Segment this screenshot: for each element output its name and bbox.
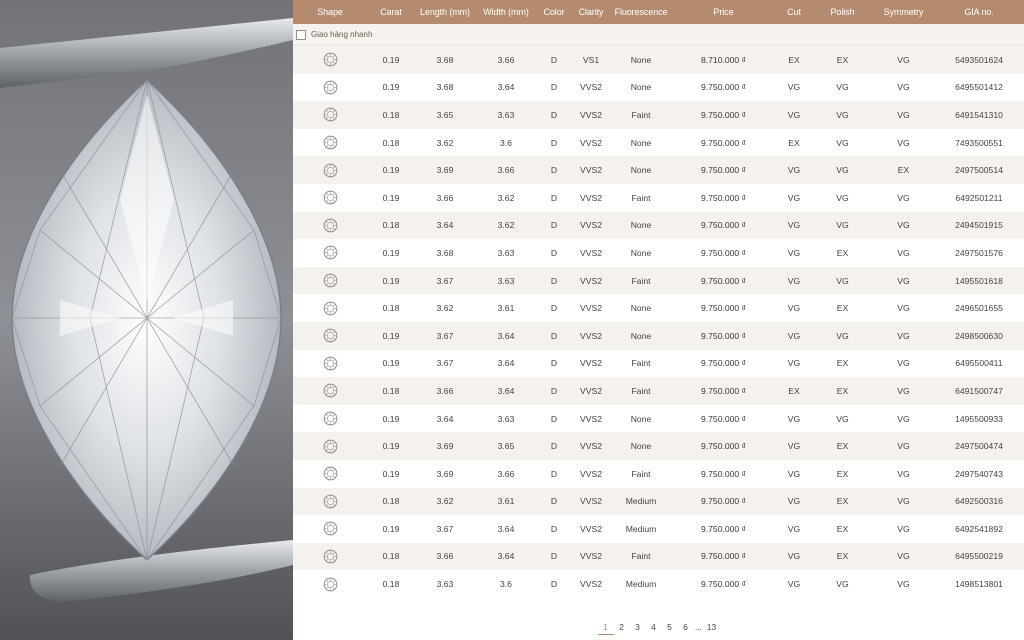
cell-cut: EX [788, 385, 800, 396]
cell-color: D [550, 385, 558, 396]
header-gia[interactable]: GIA no. [964, 7, 994, 17]
cell-gia: 2498500630 [955, 330, 1003, 341]
cell-gia: 2496501655 [955, 303, 1003, 314]
cell-fluorescence: None [630, 441, 652, 452]
cell-color: D [550, 413, 558, 424]
cell-clarity: VVS2 [580, 220, 602, 231]
cell-color: D [550, 192, 558, 203]
cell-gia: 6491541310 [955, 109, 1003, 120]
cell-length: 3.67 [436, 358, 454, 369]
page-3[interactable]: 3 [635, 622, 640, 632]
cell-cut: VG [787, 275, 801, 286]
cell-clarity: VVS2 [580, 413, 602, 424]
cell-length: 3.64 [436, 413, 454, 424]
cell-clarity: VVS2 [580, 247, 602, 258]
table-row[interactable] [293, 350, 1024, 378]
cell-symmetry: VG [897, 496, 910, 507]
cell-polish: VG [836, 579, 849, 590]
cell-clarity: VVS2 [580, 109, 602, 120]
cell-clarity: VVS2 [580, 192, 602, 203]
cell-width: 3.64 [497, 523, 515, 534]
marquise-shape-icon [293, 466, 367, 481]
cell-symmetry: VG [897, 275, 910, 286]
cell-carat: 0.18 [382, 303, 400, 314]
table-row[interactable] [293, 405, 1024, 433]
cell-clarity: VVS2 [580, 303, 602, 314]
cell-clarity: VVS2 [580, 330, 602, 341]
table-row[interactable] [293, 432, 1024, 460]
table-row[interactable] [293, 460, 1024, 488]
cell-fluorescence: Faint [631, 358, 651, 369]
cell-carat: 0.19 [382, 523, 400, 534]
cell-fluorescence: None [630, 220, 652, 231]
cell-fluorescence: Medium [625, 523, 657, 534]
cell-width: 3.63 [497, 413, 515, 424]
cell-cut: VG [787, 579, 801, 590]
marquise-shape-icon [293, 521, 367, 536]
cell-color: D [550, 220, 558, 231]
cell-fluorescence: None [630, 247, 652, 258]
marquise-shape-icon [293, 328, 367, 343]
cell-length: 3.68 [436, 82, 454, 93]
marquise-shape-icon [293, 107, 367, 122]
page-ellipsis: ... [694, 622, 703, 632]
cell-fluorescence: None [630, 54, 652, 65]
cell-color: D [550, 330, 558, 341]
cell-polish: VG [836, 330, 849, 341]
cell-gia: 5493501624 [955, 54, 1003, 65]
cell-width: 3.61 [497, 303, 515, 314]
cell-gia: 6492500316 [955, 496, 1003, 507]
cell-cut: VG [787, 109, 801, 120]
cell-cut: EX [788, 54, 800, 65]
marquise-shape-icon [293, 218, 367, 233]
cell-length: 3.64 [436, 220, 454, 231]
cell-clarity: VVS2 [580, 468, 602, 479]
cell-polish: VG [836, 413, 849, 424]
cell-clarity: VVS2 [580, 165, 602, 176]
cell-cut: VG [787, 413, 801, 424]
cell-cut: VG [787, 551, 801, 562]
cell-gia: 2497540743 [955, 468, 1003, 479]
marquise-shape-icon [293, 383, 367, 398]
page-6[interactable]: 6 [683, 622, 688, 632]
cell-width: 3.66 [497, 165, 515, 176]
cell-fluorescence: None [630, 303, 652, 314]
cell-polish: EX [836, 468, 849, 479]
cell-polish: EX [836, 551, 849, 562]
cell-symmetry: VG [897, 523, 910, 534]
cell-price: 9.750.000 ₫ [700, 496, 747, 507]
cell-width: 3.63 [497, 247, 515, 258]
table-row[interactable] [293, 294, 1024, 322]
header-width[interactable]: Width (mm) [483, 7, 529, 17]
cell-color: D [550, 579, 558, 590]
cell-width: 3.62 [497, 192, 515, 203]
cell-fluorescence: Faint [631, 385, 651, 396]
cell-gia: 1495500933 [955, 413, 1003, 424]
table-header [293, 0, 1024, 24]
cell-carat: 0.18 [382, 385, 400, 396]
cell-carat: 0.19 [382, 54, 400, 65]
cell-gia: 2497501576 [955, 247, 1003, 258]
cell-symmetry: VG [897, 54, 910, 65]
cell-polish: VG [836, 192, 849, 203]
cell-symmetry: VG [897, 468, 910, 479]
cell-width: 3.64 [497, 82, 515, 93]
cell-price: 9.750.000 ₫ [700, 413, 747, 424]
table-row[interactable] [293, 156, 1024, 184]
table-row[interactable] [293, 488, 1024, 516]
cell-fluorescence: Faint [631, 192, 651, 203]
marquise-shape-icon [293, 163, 367, 178]
marquise-shape-icon [293, 273, 367, 288]
cell-polish: VG [836, 220, 849, 231]
cell-length: 3.62 [436, 303, 454, 314]
cell-price: 9.750.000 ₫ [700, 192, 747, 203]
table-row[interactable] [293, 322, 1024, 350]
cell-length: 3.68 [436, 247, 454, 258]
cell-price: 9.750.000 ₫ [700, 220, 747, 231]
cell-polish: VG [836, 165, 849, 176]
cell-price: 9.750.000 ₫ [700, 358, 747, 369]
cell-gia: 6492501211 [955, 192, 1003, 203]
cell-gia: 6492541892 [955, 523, 1003, 534]
cell-color: D [550, 165, 558, 176]
cell-clarity: VVS2 [580, 358, 602, 369]
cell-carat: 0.18 [382, 579, 400, 590]
cell-cut: VG [787, 220, 801, 231]
cell-price: 9.750.000 ₫ [700, 579, 747, 590]
cell-carat: 0.19 [382, 330, 400, 341]
cell-length: 3.62 [436, 137, 454, 148]
cell-color: D [550, 275, 558, 286]
table-row[interactable] [293, 267, 1024, 295]
cell-gia: 6495501412 [955, 82, 1003, 93]
cell-gia: 2497500514 [955, 165, 1003, 176]
page-5[interactable]: 5 [667, 622, 672, 632]
cell-gia: 1495501618 [955, 275, 1003, 286]
cell-color: D [550, 496, 558, 507]
cell-symmetry: VG [897, 579, 910, 590]
cell-fluorescence: None [630, 82, 652, 93]
cell-clarity: VVS2 [580, 496, 602, 507]
cell-clarity: VVS2 [580, 523, 602, 534]
cell-price: 9.750.000 ₫ [700, 385, 747, 396]
cell-symmetry: VG [897, 303, 910, 314]
cell-price: 9.750.000 ₫ [700, 551, 747, 562]
marquise-diamond-image [0, 0, 293, 640]
cell-symmetry: VG [897, 220, 910, 231]
marquise-shape-icon [293, 245, 367, 260]
cell-clarity: VVS2 [580, 137, 602, 148]
cell-length: 3.66 [436, 551, 454, 562]
cell-length: 3.69 [436, 441, 454, 452]
cell-price: 9.750.000 ₫ [700, 330, 747, 341]
cell-width: 3.64 [497, 330, 515, 341]
cell-width: 3.62 [497, 220, 515, 231]
cell-price: 8.710.000 ₫ [700, 54, 747, 65]
cell-color: D [550, 523, 558, 534]
cell-cut: VG [787, 523, 801, 534]
marquise-shape-icon [293, 494, 367, 509]
cell-fluorescence: None [630, 413, 652, 424]
cell-length: 3.67 [436, 523, 454, 534]
cell-width: 3.64 [497, 551, 515, 562]
cell-symmetry: VG [897, 192, 910, 203]
cell-color: D [550, 109, 558, 120]
cell-color: D [550, 358, 558, 369]
page-1[interactable]: 1 [598, 622, 614, 635]
cell-length: 3.69 [436, 468, 454, 479]
cell-fluorescence: Medium [625, 496, 657, 507]
cell-width: 3.63 [497, 109, 515, 120]
header-carat[interactable]: Carat [380, 7, 402, 17]
cell-carat: 0.19 [382, 468, 400, 479]
cell-width: 3.61 [497, 496, 515, 507]
fast-delivery-filter [293, 24, 1024, 46]
cell-fluorescence: Faint [631, 109, 651, 120]
cell-carat: 0.18 [382, 137, 400, 148]
cell-gia: 6491500747 [955, 385, 1003, 396]
header-cut[interactable]: Cut [787, 7, 801, 17]
cell-symmetry: VG [897, 385, 910, 396]
cell-cut: VG [787, 247, 801, 258]
cell-fluorescence: Faint [631, 551, 651, 562]
header-symmetry[interactable]: Symmetry [883, 7, 924, 17]
cell-length: 3.68 [436, 54, 454, 65]
cell-carat: 0.18 [382, 551, 400, 562]
cell-price: 9.750.000 ₫ [700, 82, 747, 93]
cell-length: 3.66 [436, 385, 454, 396]
cell-price: 9.750.000 ₫ [700, 137, 747, 148]
cell-gia: 6495500219 [955, 551, 1003, 562]
cell-cut: VG [787, 192, 801, 203]
marquise-shape-icon [293, 135, 367, 150]
fast-delivery-label: Giao hàng nhanh [311, 30, 373, 39]
cell-color: D [550, 551, 558, 562]
marquise-shape-icon [293, 411, 367, 426]
cell-width: 3.63 [497, 275, 515, 286]
table-row[interactable] [293, 184, 1024, 212]
cell-color: D [550, 441, 558, 452]
cell-symmetry: VG [897, 358, 910, 369]
cell-gia: 2494501915 [955, 220, 1003, 231]
cell-color: D [550, 468, 558, 479]
header-fluorescence[interactable]: Fluorescence [614, 7, 668, 17]
cell-width: 3.65 [497, 441, 515, 452]
cell-fluorescence: None [630, 137, 652, 148]
cell-width: 3.6 [500, 579, 512, 590]
table-row[interactable] [293, 543, 1024, 571]
marquise-shape-icon [293, 356, 367, 371]
cell-symmetry: VG [897, 82, 910, 93]
cell-cut: VG [787, 82, 801, 93]
marquise-shape-icon [293, 80, 367, 95]
cell-polish: VG [836, 275, 849, 286]
table-row[interactable] [293, 46, 1024, 74]
cell-clarity: VVS2 [580, 579, 602, 590]
cell-carat: 0.19 [382, 165, 400, 176]
cell-clarity: VS1 [582, 54, 600, 65]
cell-polish: EX [836, 523, 849, 534]
diamond-photo [0, 0, 293, 640]
cell-symmetry: VG [897, 137, 910, 148]
cell-gia: 2497500474 [955, 441, 1003, 452]
cell-carat: 0.19 [382, 441, 400, 452]
cell-length: 3.63 [436, 579, 454, 590]
cell-length: 3.69 [436, 165, 454, 176]
cell-carat: 0.18 [382, 109, 400, 120]
page-last[interactable]: 13 [706, 622, 717, 632]
cell-symmetry: VG [897, 551, 910, 562]
cell-cut: VG [787, 441, 801, 452]
marquise-shape-icon [293, 577, 367, 592]
table-body [293, 46, 1024, 598]
cell-carat: 0.19 [382, 358, 400, 369]
pagination [293, 616, 1024, 640]
cell-length: 3.62 [436, 496, 454, 507]
cell-price: 9.750.000 ₫ [700, 109, 747, 120]
cell-price: 9.750.000 ₫ [700, 441, 747, 452]
cell-price: 9.750.000 ₫ [700, 275, 747, 286]
cell-color: D [550, 137, 558, 148]
table-row[interactable] [293, 212, 1024, 240]
cell-cut: VG [787, 303, 801, 314]
cell-polish: EX [836, 385, 849, 396]
cell-carat: 0.19 [382, 82, 400, 93]
cell-fluorescence: Faint [631, 275, 651, 286]
table-row[interactable] [293, 239, 1024, 267]
cell-symmetry: VG [897, 330, 910, 341]
cell-price: 9.750.000 ₫ [700, 247, 747, 258]
cell-cut: VG [787, 468, 801, 479]
cell-symmetry: VG [897, 441, 910, 452]
marquise-shape-icon [293, 439, 367, 454]
cell-polish: EX [836, 247, 849, 258]
table-row[interactable] [293, 377, 1024, 405]
table-row[interactable] [293, 570, 1024, 598]
cell-color: D [550, 82, 558, 93]
cell-price: 9.750.000 ₫ [700, 165, 747, 176]
header-clarity[interactable]: Clarity [578, 7, 604, 17]
table-row[interactable] [293, 74, 1024, 102]
marquise-shape-icon [293, 301, 367, 316]
cell-symmetry: VG [897, 247, 910, 258]
cell-length: 3.65 [436, 109, 454, 120]
cell-carat: 0.18 [382, 220, 400, 231]
cell-cut: VG [787, 330, 801, 341]
cell-polish: EX [836, 358, 849, 369]
cell-clarity: VVS2 [580, 385, 602, 396]
cell-width: 3.6 [500, 137, 512, 148]
cell-fluorescence: None [630, 165, 652, 176]
cell-length: 3.66 [436, 192, 454, 203]
cell-polish: EX [836, 54, 849, 65]
cell-gia: 1498513801 [955, 579, 1003, 590]
cell-clarity: VVS2 [580, 82, 602, 93]
marquise-shape-icon [293, 190, 367, 205]
cell-fluorescence: Faint [631, 468, 651, 479]
cell-price: 9.750.000 ₫ [700, 523, 747, 534]
cell-carat: 0.19 [382, 192, 400, 203]
cell-fluorescence: Medium [625, 579, 657, 590]
cell-clarity: VVS2 [580, 441, 602, 452]
cell-price: 9.750.000 ₫ [700, 468, 747, 479]
page-2[interactable]: 2 [619, 622, 624, 632]
table-row[interactable] [293, 129, 1024, 157]
cell-polish: EX [836, 496, 849, 507]
marquise-shape-icon [293, 549, 367, 564]
marquise-shape-icon [293, 52, 367, 67]
cell-width: 3.66 [497, 468, 515, 479]
diamond-table [293, 0, 1024, 640]
cell-cut: EX [788, 137, 800, 148]
cell-fluorescence: None [630, 330, 652, 341]
page-4[interactable]: 4 [651, 622, 656, 632]
cell-cut: VG [787, 496, 801, 507]
cell-color: D [550, 303, 558, 314]
fast-delivery-checkbox[interactable] [296, 30, 306, 40]
cell-clarity: VVS2 [580, 275, 602, 286]
cell-polish: EX [836, 441, 849, 452]
cell-width: 3.64 [497, 358, 515, 369]
header-length[interactable]: Length (mm) [420, 7, 470, 17]
cell-cut: VG [787, 358, 801, 369]
cell-carat: 0.18 [382, 496, 400, 507]
cell-color: D [550, 247, 558, 258]
cell-color: D [550, 54, 558, 65]
cell-width: 3.64 [497, 385, 515, 396]
cell-carat: 0.19 [382, 275, 400, 286]
cell-length: 3.67 [436, 275, 454, 286]
header-shape[interactable]: Shape [317, 7, 343, 17]
cell-length: 3.67 [436, 330, 454, 341]
header-polish[interactable]: Polish [830, 7, 855, 17]
header-color[interactable]: Color [543, 7, 565, 17]
cell-polish: EX [836, 303, 849, 314]
cell-cut: VG [787, 165, 801, 176]
cell-polish: VG [836, 82, 849, 93]
header-price[interactable]: Price [713, 7, 734, 17]
table-row[interactable] [293, 515, 1024, 543]
cell-symmetry: VG [897, 109, 910, 120]
cell-gia: 6495500411 [955, 358, 1003, 369]
cell-gia: 7493500551 [955, 137, 1003, 148]
cell-carat: 0.19 [382, 413, 400, 424]
cell-polish: VG [836, 109, 849, 120]
cell-clarity: VVS2 [580, 551, 602, 562]
cell-carat: 0.19 [382, 247, 400, 258]
table-row[interactable] [293, 101, 1024, 129]
cell-polish: VG [836, 137, 849, 148]
cell-symmetry: EX [897, 165, 910, 176]
cell-width: 3.66 [497, 54, 515, 65]
cell-symmetry: VG [897, 413, 910, 424]
cell-price: 9.750.000 ₫ [700, 303, 747, 314]
